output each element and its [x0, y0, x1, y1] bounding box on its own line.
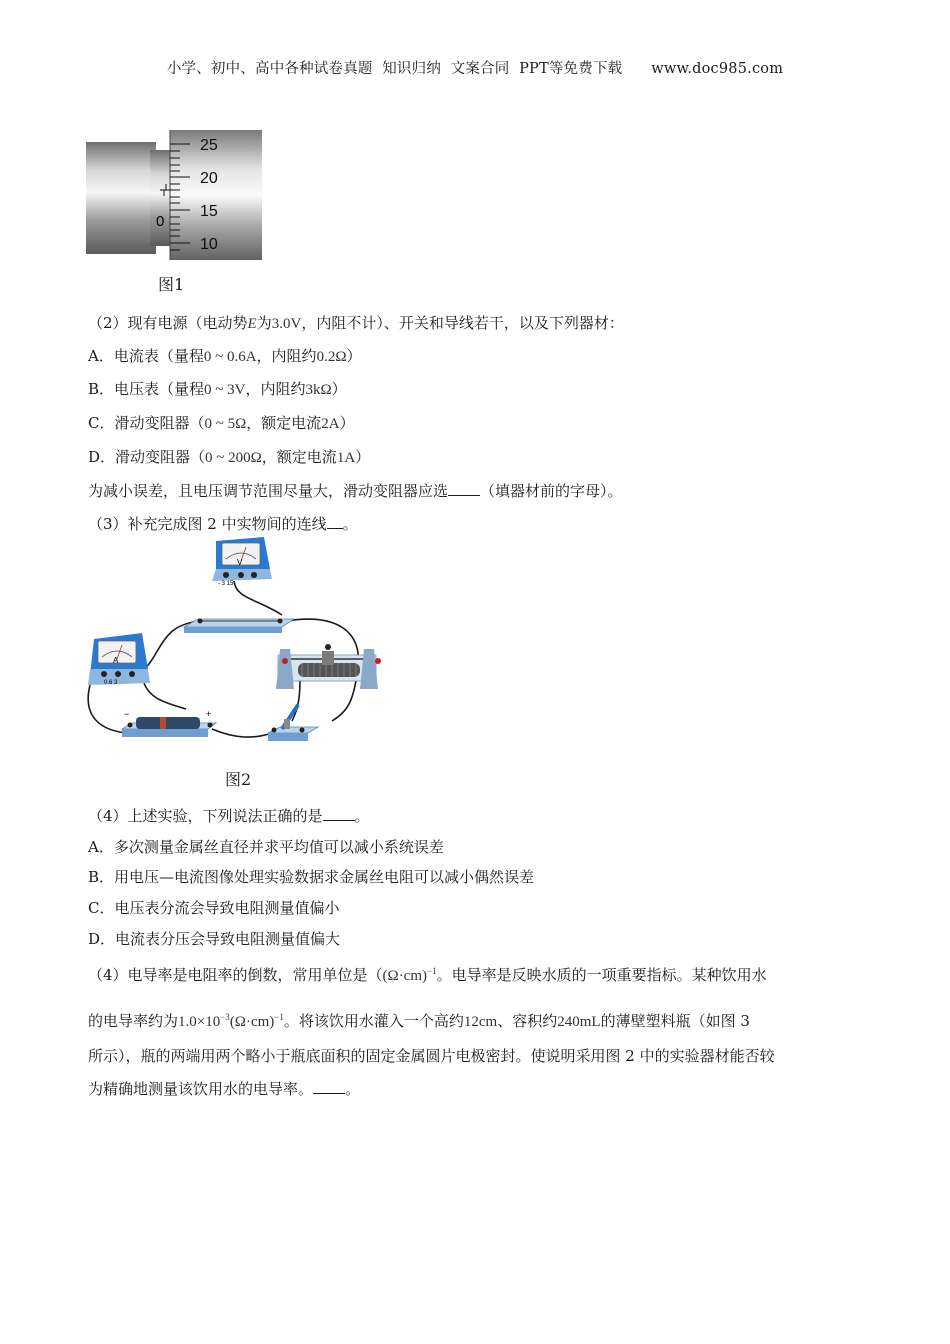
q2-option-b	[88, 378, 347, 399]
q2-intro-text-a: （2）现有电源（电动势	[88, 314, 248, 332]
q5-l2-unit: (Ω·cm)	[229, 1014, 275, 1030]
q2-question-text-b: （填器材前的字母）。	[480, 482, 623, 500]
q2-option-b-resistance: 3kΩ	[305, 382, 332, 398]
q5-l2-text-a: 的电导率约为	[88, 1012, 179, 1030]
figure1-tick-20: 20	[200, 170, 218, 187]
q2-option-b-range: 0 ~ 3V	[204, 382, 246, 398]
q5-answer-blank[interactable]	[313, 1079, 345, 1094]
q2-option-c-range: 0 ~ 5Ω	[204, 416, 247, 432]
figure1-caption: 图1	[158, 275, 185, 294]
q4-text	[88, 805, 370, 826]
q4-text-b: 。	[354, 807, 370, 825]
q2-question	[88, 480, 623, 501]
q5-l2-unit-sup: −1	[274, 1012, 284, 1022]
q5-l2-text-c: 、容积约	[497, 1012, 558, 1030]
figure2-circuit	[86, 533, 390, 751]
q2-emf-symbol: E	[247, 316, 257, 332]
q2-emf-value: 3.0V	[271, 316, 302, 332]
q2-option-c-current: 2A	[321, 416, 340, 432]
header-text: 小学、初中、高中各种试卷真题 知识归纳 文案合同 PPT等免费下载	[166, 61, 623, 77]
q2-option-a-text: A．电流表（量程	[88, 347, 204, 365]
q2-option-d-current: 1A	[336, 450, 356, 466]
q4-text-a: （4）上述实验，下列说法正确的是	[88, 807, 323, 825]
battery-minus-label: −	[124, 709, 130, 719]
q5-l4-text-b: 。	[345, 1080, 361, 1098]
q4-option-b: B．用电压—电流图像处理实验数据求金属丝电阻可以减小偶然误差	[88, 868, 535, 886]
q2-option-b-text-b: ，内阻约	[245, 380, 306, 398]
q5-l1-unit: (Ω·cm)	[382, 968, 428, 984]
q2-option-a-text-b: ，内阻约	[256, 347, 317, 365]
q5-line-4	[88, 1078, 360, 1099]
q2-option-d-text-b: ，额定电流	[261, 448, 337, 466]
q5-l2-text-b: 。将该饮用水灌入一个高约	[283, 1012, 464, 1030]
q5-line-3: 所示），瓶的两端用两个略小于瓶底面积的固定金属圆片电极密封。使说明采用图 2 中的实验器材能否较	[88, 1047, 775, 1065]
q2-option-a-range: 0 ~ 0.6A	[203, 349, 257, 365]
q4-answer-blank[interactable]	[323, 806, 355, 821]
q2-option-d-range: 0 ~ 200Ω	[205, 450, 262, 466]
q5-volume-value: 240mL	[557, 1014, 601, 1030]
knife-switch	[268, 705, 318, 741]
q5-line-2	[88, 1010, 750, 1031]
q5-conductivity-value: 1.0×10	[178, 1014, 221, 1030]
battery-plus-label: +	[206, 709, 212, 719]
q2-option-c-text-b: ，额定电流	[246, 414, 322, 432]
figure2-caption: 图2	[225, 770, 252, 789]
q2-option-c	[88, 412, 355, 433]
q3-text	[88, 513, 358, 534]
q2-option-a-resistance: 0.2Ω	[316, 349, 347, 365]
figure1-zero-label: 0	[156, 213, 165, 230]
q5-l4-text-a: 为精确地测量该饮用水的电导率。	[88, 1080, 314, 1098]
q2-option-c-text-c: ）	[339, 414, 355, 432]
figure1-tick-10: 10	[200, 236, 218, 253]
q2-option-d-text: D．滑动变阻器（	[88, 448, 206, 466]
resistance-wire-board	[184, 619, 294, 634]
q2-option-c-text: C．滑动变阻器（	[88, 414, 205, 432]
q2-option-b-text: B．电压表（量程	[88, 380, 205, 398]
battery	[122, 709, 216, 737]
ammeter-scale: 0.6 3	[104, 680, 118, 686]
rheostat	[276, 644, 381, 689]
header-site: www.doc985.com	[651, 61, 784, 77]
q2-answer-blank[interactable]	[448, 481, 480, 496]
voltmeter-label: V	[237, 558, 243, 567]
q3-text-a: （3）补充完成图 2 中实物间的连线	[88, 515, 327, 533]
q5-height-value: 12cm	[463, 1014, 498, 1030]
q2-intro-text-c: ，内阻不计）、开关和导线若干，以及下列器材：	[301, 314, 624, 332]
q5-line-1	[88, 964, 767, 985]
q5-l1-text-a: （4）电导率是电阻率的倒数，常用单位是（	[88, 966, 383, 984]
voltmeter-scale: - 3 15	[218, 581, 234, 587]
q5-l2-text-d: 的薄壁塑料瓶（如图 3	[600, 1012, 750, 1030]
q3-text-b: 。	[342, 515, 358, 533]
ammeter-label: A	[113, 656, 119, 665]
figure1-tick-15: 15	[200, 203, 218, 220]
page-header	[0, 57, 950, 78]
q3-answer-blank[interactable]	[327, 514, 343, 529]
ammeter	[88, 633, 150, 686]
q2-question-text-a: 为减小误差，且电压调节范围尽量大，滑动变阻器应选	[88, 482, 449, 500]
figure1-micrometer	[86, 128, 262, 260]
q2-option-b-text-c: ）	[331, 380, 347, 398]
figure1-tick-25: 25	[200, 137, 218, 154]
q4-option-a: A．多次测量金属丝直径并求平均值可以减小系统误差	[88, 838, 444, 856]
q2-option-d-text-c: ）	[355, 448, 371, 466]
q4-option-d: D．电流表分压会导致电阻测量值偏大	[88, 930, 341, 948]
q5-l1-text-b: 。电导率是反映水质的一项重要指标。某种饮用水	[436, 966, 767, 984]
voltmeter	[212, 537, 272, 587]
q4-option-c: C．电压表分流会导致电阻测量值偏小	[88, 899, 340, 917]
q5-conductivity-exp: −3	[220, 1012, 230, 1022]
q5-l1-sup: −1	[427, 966, 437, 976]
q2-option-a-text-c: ）	[346, 347, 362, 365]
q2-option-d	[88, 446, 370, 467]
q2-intro-text-b: 为	[256, 314, 272, 332]
q2-intro	[88, 312, 624, 333]
q2-option-a	[88, 345, 361, 366]
